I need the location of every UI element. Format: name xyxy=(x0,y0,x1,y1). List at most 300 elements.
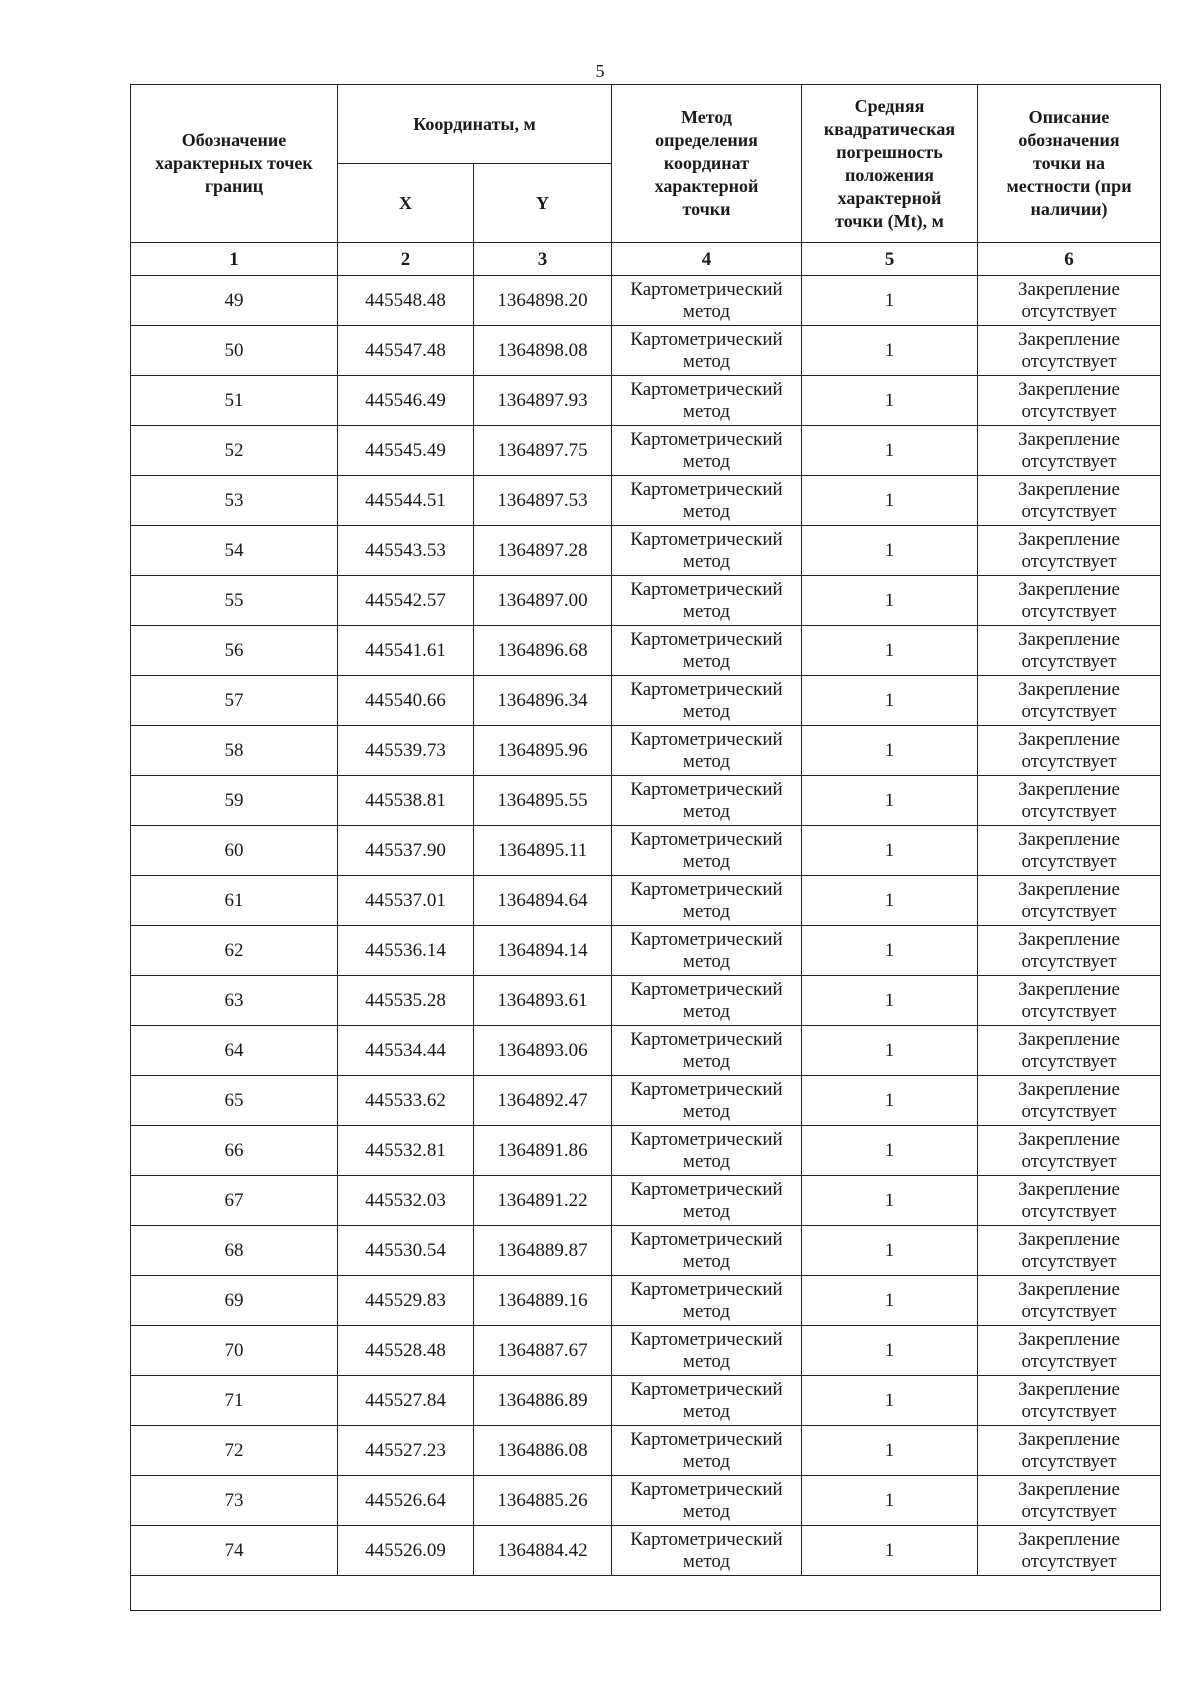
description-line: Закрепление xyxy=(1018,778,1120,800)
method-line: Картометрический xyxy=(630,1128,783,1150)
method-cell xyxy=(612,526,802,576)
table-row xyxy=(131,1276,1161,1326)
coord-y: 1364891.22 xyxy=(474,1176,612,1226)
mt-value: 1 xyxy=(802,1176,978,1226)
method-cell xyxy=(612,1076,802,1126)
mt-value: 1 xyxy=(802,1376,978,1426)
coord-x: 445534.44 xyxy=(338,1026,474,1076)
coord-x: 445536.14 xyxy=(338,926,474,976)
point-number: 60 xyxy=(131,826,338,876)
method-line: метод xyxy=(682,950,731,972)
description-line: отсутствует xyxy=(1021,1450,1117,1472)
mt-value: 1 xyxy=(802,676,978,726)
point-number: 63 xyxy=(131,976,338,1026)
point-number: 73 xyxy=(131,1476,338,1526)
method-cell xyxy=(612,1276,802,1326)
method-line: Картометрический xyxy=(630,628,783,650)
method-line: Картометрический xyxy=(630,578,783,600)
description-line: Закрепление xyxy=(1018,1028,1120,1050)
method-line: метод xyxy=(682,450,731,472)
method-line: Картометрический xyxy=(630,1278,783,1300)
mt-value: 1 xyxy=(802,276,978,326)
method-line: Картометрический xyxy=(630,678,783,700)
coord-x: 445541.61 xyxy=(338,626,474,676)
description-line: Закрепление xyxy=(1018,428,1120,450)
point-number: 58 xyxy=(131,726,338,776)
method-line: метод xyxy=(682,1200,731,1222)
method-line: метод xyxy=(682,1150,731,1172)
description-cell xyxy=(978,1226,1161,1276)
description-line: отсутствует xyxy=(1021,1050,1117,1072)
point-number: 72 xyxy=(131,1426,338,1476)
description-cell xyxy=(978,376,1161,426)
method-line: Картометрический xyxy=(630,1228,783,1250)
method-line: Картометрический xyxy=(630,1478,783,1500)
description-line: отсутствует xyxy=(1021,1000,1117,1022)
coord-x: 445546.49 xyxy=(338,376,474,426)
coord-x: 445532.03 xyxy=(338,1176,474,1226)
description-cell xyxy=(978,326,1161,376)
method-line: Картометрический xyxy=(630,928,783,950)
coord-y: 1364894.64 xyxy=(474,876,612,926)
coord-y: 1364893.06 xyxy=(474,1026,612,1076)
description-line: Закрепление xyxy=(1018,1378,1120,1400)
mt-value: 1 xyxy=(802,1226,978,1276)
description-line: отсутствует xyxy=(1021,1200,1117,1222)
coord-y: 1364898.20 xyxy=(474,276,612,326)
description-cell xyxy=(978,426,1161,476)
description-line: отсутствует xyxy=(1021,600,1117,622)
table-row xyxy=(131,1426,1161,1476)
table-row xyxy=(131,276,1161,326)
description-line: Закрепление xyxy=(1018,1128,1120,1150)
method-cell xyxy=(612,1426,802,1476)
method-line: метод xyxy=(682,750,731,772)
method-line: Картометрический xyxy=(630,828,783,850)
point-number: 74 xyxy=(131,1526,338,1576)
method-line: Картометрический xyxy=(630,728,783,750)
description-line: отсутствует xyxy=(1021,500,1117,522)
method-cell xyxy=(612,976,802,1026)
coord-x: 445548.48 xyxy=(338,276,474,326)
table-row xyxy=(131,376,1161,426)
mt-value: 1 xyxy=(802,1476,978,1526)
method-line: Картометрический xyxy=(630,1528,783,1550)
method-cell xyxy=(612,1226,802,1276)
description-line: отсутствует xyxy=(1021,1150,1117,1172)
coord-y: 1364896.34 xyxy=(474,676,612,726)
mt-value: 1 xyxy=(802,876,978,926)
description-line: отсутствует xyxy=(1021,650,1117,672)
mt-value: 1 xyxy=(802,576,978,626)
point-number: 59 xyxy=(131,776,338,826)
mt-value: 1 xyxy=(802,526,978,576)
page-number: 5 xyxy=(595,61,605,81)
method-line: метод xyxy=(682,1050,731,1072)
method-line: Картометрический xyxy=(630,328,783,350)
coord-y: 1364897.28 xyxy=(474,526,612,576)
mt-value: 1 xyxy=(802,1126,978,1176)
method-line: метод xyxy=(682,1100,731,1122)
table-row xyxy=(131,1076,1161,1126)
table-row xyxy=(131,876,1161,926)
description-line: Закрепление xyxy=(1018,728,1120,750)
coord-y: 1364897.75 xyxy=(474,426,612,476)
mt-value: 1 xyxy=(802,626,978,676)
method-cell xyxy=(612,1526,802,1576)
description-line: Закрепление xyxy=(1018,1178,1120,1200)
column-number: 6 xyxy=(978,243,1161,276)
method-line: метод xyxy=(682,550,731,572)
description-cell xyxy=(978,776,1161,826)
point-number: 71 xyxy=(131,1376,338,1426)
description-line: отсутствует xyxy=(1021,700,1117,722)
description-line: Закрепление xyxy=(1018,1478,1120,1500)
method-line: метод xyxy=(682,350,731,372)
description-line: Закрепление xyxy=(1018,1528,1120,1550)
column-number: 2 xyxy=(338,243,474,276)
table-row xyxy=(131,1526,1161,1576)
description-line: Закрепление xyxy=(1018,978,1120,1000)
description-line: Закрепление xyxy=(1018,1078,1120,1100)
method-line: Картометрический xyxy=(630,1178,783,1200)
point-number: 52 xyxy=(131,426,338,476)
coord-x: 445529.83 xyxy=(338,1276,474,1326)
description-cell xyxy=(978,926,1161,976)
coord-y: 1364886.89 xyxy=(474,1376,612,1426)
method-cell xyxy=(612,926,802,976)
coord-y: 1364884.42 xyxy=(474,1526,612,1576)
description-cell xyxy=(978,576,1161,626)
coord-y: 1364891.86 xyxy=(474,1126,612,1176)
description-line: Закрепление xyxy=(1018,928,1120,950)
method-line: Картометрический xyxy=(630,428,783,450)
method-line: метод xyxy=(682,1300,731,1322)
coord-y: 1364887.67 xyxy=(474,1326,612,1376)
empty-footer-cell xyxy=(131,1576,1161,1611)
method-line: метод xyxy=(682,1250,731,1272)
table-row xyxy=(131,1026,1161,1076)
description-line: отсутствует xyxy=(1021,1100,1117,1122)
method-line: метод xyxy=(682,300,731,322)
description-line: Закрепление xyxy=(1018,1328,1120,1350)
mt-value: 1 xyxy=(802,326,978,376)
method-line: метод xyxy=(682,850,731,872)
description-line: Закрепление xyxy=(1018,1428,1120,1450)
coord-y: 1364885.26 xyxy=(474,1476,612,1526)
coord-x: 445526.64 xyxy=(338,1476,474,1526)
method-cell xyxy=(612,376,802,426)
point-number: 55 xyxy=(131,576,338,626)
coordinates-table xyxy=(130,84,1161,1611)
description-line: отсутствует xyxy=(1021,900,1117,922)
coord-y: 1364889.16 xyxy=(474,1276,612,1326)
mt-value: 1 xyxy=(802,1326,978,1376)
mt-value: 1 xyxy=(802,726,978,776)
coord-x: 445545.49 xyxy=(338,426,474,476)
point-number: 64 xyxy=(131,1026,338,1076)
description-cell xyxy=(978,726,1161,776)
table-row xyxy=(131,626,1161,676)
method-line: метод xyxy=(682,1500,731,1522)
header-error: Средняя квадратическая погрешность положения характерной точки (Mt), м xyxy=(802,85,978,243)
method-cell xyxy=(612,576,802,626)
coord-y: 1364894.14 xyxy=(474,926,612,976)
point-number: 54 xyxy=(131,526,338,576)
coord-x: 445547.48 xyxy=(338,326,474,376)
coord-y: 1364895.11 xyxy=(474,826,612,876)
description-cell xyxy=(978,526,1161,576)
coord-x: 445527.23 xyxy=(338,1426,474,1476)
method-cell xyxy=(612,1376,802,1426)
coord-y: 1364895.96 xyxy=(474,726,612,776)
mt-value: 1 xyxy=(802,1076,978,1126)
method-cell xyxy=(612,1176,802,1226)
description-line: отсутствует xyxy=(1021,1350,1117,1372)
point-number: 68 xyxy=(131,1226,338,1276)
description-line: отсутствует xyxy=(1021,950,1117,972)
coord-x: 445539.73 xyxy=(338,726,474,776)
description-cell xyxy=(978,1376,1161,1426)
method-cell xyxy=(612,476,802,526)
coord-y: 1364896.68 xyxy=(474,626,612,676)
mt-value: 1 xyxy=(802,1526,978,1576)
method-cell xyxy=(612,276,802,326)
mt-value: 1 xyxy=(802,1276,978,1326)
method-line: метод xyxy=(682,500,731,522)
point-number: 62 xyxy=(131,926,338,976)
coord-y: 1364897.93 xyxy=(474,376,612,426)
description-line: Закрепление xyxy=(1018,828,1120,850)
method-line: Картометрический xyxy=(630,1428,783,1450)
method-line: метод xyxy=(682,1350,731,1372)
table-row xyxy=(131,476,1161,526)
description-line: отсутствует xyxy=(1021,1400,1117,1422)
method-cell xyxy=(612,826,802,876)
table-row xyxy=(131,1326,1161,1376)
method-line: Картометрический xyxy=(630,1378,783,1400)
point-number: 50 xyxy=(131,326,338,376)
description-cell xyxy=(978,476,1161,526)
point-number: 57 xyxy=(131,676,338,726)
mt-value: 1 xyxy=(802,1026,978,1076)
method-line: Картометрический xyxy=(630,978,783,1000)
coord-y: 1364892.47 xyxy=(474,1076,612,1126)
table-row xyxy=(131,1476,1161,1526)
description-cell xyxy=(978,1126,1161,1176)
coord-x: 445533.62 xyxy=(338,1076,474,1126)
method-line: Картометрический xyxy=(630,378,783,400)
table-row xyxy=(131,726,1161,776)
description-line: отсутствует xyxy=(1021,1300,1117,1322)
table-row xyxy=(131,1226,1161,1276)
header-y: Y xyxy=(474,164,612,243)
coord-x: 445537.01 xyxy=(338,876,474,926)
description-line: Закрепление xyxy=(1018,278,1120,300)
coord-x: 445527.84 xyxy=(338,1376,474,1426)
point-number: 69 xyxy=(131,1276,338,1326)
method-cell xyxy=(612,776,802,826)
point-number: 67 xyxy=(131,1176,338,1226)
point-number: 56 xyxy=(131,626,338,676)
method-cell xyxy=(612,876,802,926)
table-row xyxy=(131,326,1161,376)
coord-x: 445528.48 xyxy=(338,1326,474,1376)
header-coordinates: Координаты, м xyxy=(338,85,612,164)
description-cell xyxy=(978,1426,1161,1476)
method-line: Картометрический xyxy=(630,878,783,900)
method-cell xyxy=(612,1126,802,1176)
coord-y: 1364897.00 xyxy=(474,576,612,626)
method-cell xyxy=(612,676,802,726)
table-row xyxy=(131,526,1161,576)
coord-x: 445537.90 xyxy=(338,826,474,876)
description-line: отсутствует xyxy=(1021,400,1117,422)
description-line: Закрепление xyxy=(1018,1278,1120,1300)
mt-value: 1 xyxy=(802,926,978,976)
method-line: Картометрический xyxy=(630,278,783,300)
coord-x: 445526.09 xyxy=(338,1526,474,1576)
description-line: отсутствует xyxy=(1021,800,1117,822)
mt-value: 1 xyxy=(802,776,978,826)
table-row xyxy=(131,1376,1161,1426)
coord-x: 445544.51 xyxy=(338,476,474,526)
coord-y: 1364893.61 xyxy=(474,976,612,1026)
description-cell xyxy=(978,626,1161,676)
table-footer-row xyxy=(131,1576,1161,1611)
point-number: 61 xyxy=(131,876,338,926)
point-number: 70 xyxy=(131,1326,338,1376)
table-row xyxy=(131,1126,1161,1176)
description-line: отсутствует xyxy=(1021,850,1117,872)
column-number: 1 xyxy=(131,243,338,276)
column-number: 4 xyxy=(612,243,802,276)
method-cell xyxy=(612,1476,802,1526)
table-row xyxy=(131,926,1161,976)
method-line: метод xyxy=(682,1550,731,1572)
method-line: Картометрический xyxy=(630,778,783,800)
table-row xyxy=(131,1176,1161,1226)
description-line: Закрепление xyxy=(1018,528,1120,550)
header-description: Описание обозначения точки на местности (при наличии) xyxy=(978,85,1161,243)
description-cell xyxy=(978,1026,1161,1076)
mt-value: 1 xyxy=(802,1426,978,1476)
description-cell xyxy=(978,876,1161,926)
coord-y: 1364889.87 xyxy=(474,1226,612,1276)
description-line: отсутствует xyxy=(1021,300,1117,322)
description-line: Закрепление xyxy=(1018,478,1120,500)
method-line: метод xyxy=(682,1450,731,1472)
mt-value: 1 xyxy=(802,426,978,476)
column-number: 3 xyxy=(474,243,612,276)
table-row xyxy=(131,826,1161,876)
description-line: Закрепление xyxy=(1018,378,1120,400)
coord-y: 1364897.53 xyxy=(474,476,612,526)
mt-value: 1 xyxy=(802,976,978,1026)
coord-x: 445530.54 xyxy=(338,1226,474,1276)
coord-y: 1364898.08 xyxy=(474,326,612,376)
header-point-designation: Обозначение характерных точек границ xyxy=(131,85,338,243)
description-cell xyxy=(978,276,1161,326)
coord-y: 1364895.55 xyxy=(474,776,612,826)
description-line: Закрепление xyxy=(1018,878,1120,900)
coord-x: 445543.53 xyxy=(338,526,474,576)
table-row xyxy=(131,776,1161,826)
description-cell xyxy=(978,1526,1161,1576)
mt-value: 1 xyxy=(802,376,978,426)
description-line: отсутствует xyxy=(1021,1250,1117,1272)
table-row xyxy=(131,676,1161,726)
method-cell xyxy=(612,426,802,476)
method-line: метод xyxy=(682,400,731,422)
table-row xyxy=(131,426,1161,476)
method-line: метод xyxy=(682,800,731,822)
coord-x: 445532.81 xyxy=(338,1126,474,1176)
point-number: 49 xyxy=(131,276,338,326)
description-cell xyxy=(978,826,1161,876)
header-method: Метод определения координат характерной точки xyxy=(612,85,802,243)
method-line: метод xyxy=(682,650,731,672)
description-cell xyxy=(978,1326,1161,1376)
description-cell xyxy=(978,1176,1161,1226)
description-line: Закрепление xyxy=(1018,328,1120,350)
coord-x: 445542.57 xyxy=(338,576,474,626)
coord-x: 445540.66 xyxy=(338,676,474,726)
description-line: Закрепление xyxy=(1018,1228,1120,1250)
method-cell xyxy=(612,326,802,376)
description-cell xyxy=(978,1476,1161,1526)
point-number: 66 xyxy=(131,1126,338,1176)
table-row xyxy=(131,976,1161,1026)
coord-x: 445535.28 xyxy=(338,976,474,1026)
method-line: Картометрический xyxy=(630,1028,783,1050)
method-line: метод xyxy=(682,1000,731,1022)
method-line: метод xyxy=(682,900,731,922)
coord-y: 1364886.08 xyxy=(474,1426,612,1476)
point-number: 53 xyxy=(131,476,338,526)
description-line: Закрепление xyxy=(1018,628,1120,650)
mt-value: 1 xyxy=(802,476,978,526)
description-line: отсутствует xyxy=(1021,1550,1117,1572)
description-line: отсутствует xyxy=(1021,1500,1117,1522)
method-line: Картометрический xyxy=(630,478,783,500)
header-x: X xyxy=(338,164,474,243)
description-line: отсутствует xyxy=(1021,350,1117,372)
description-cell xyxy=(978,676,1161,726)
description-line: Закрепление xyxy=(1018,678,1120,700)
method-cell xyxy=(612,1026,802,1076)
method-cell xyxy=(612,626,802,676)
description-line: отсутствует xyxy=(1021,450,1117,472)
mt-value: 1 xyxy=(802,826,978,876)
column-number: 5 xyxy=(802,243,978,276)
description-cell xyxy=(978,1076,1161,1126)
point-number: 65 xyxy=(131,1076,338,1126)
description-line: отсутствует xyxy=(1021,750,1117,772)
description-cell xyxy=(978,976,1161,1026)
method-line: Картометрический xyxy=(630,1078,783,1100)
coord-x: 445538.81 xyxy=(338,776,474,826)
method-line: Картометрический xyxy=(630,528,783,550)
description-cell xyxy=(978,1276,1161,1326)
table-row xyxy=(131,576,1161,626)
point-number: 51 xyxy=(131,376,338,426)
method-cell xyxy=(612,726,802,776)
description-line: отсутствует xyxy=(1021,550,1117,572)
method-line: метод xyxy=(682,600,731,622)
method-line: Картометрический xyxy=(630,1328,783,1350)
method-line: метод xyxy=(682,1400,731,1422)
